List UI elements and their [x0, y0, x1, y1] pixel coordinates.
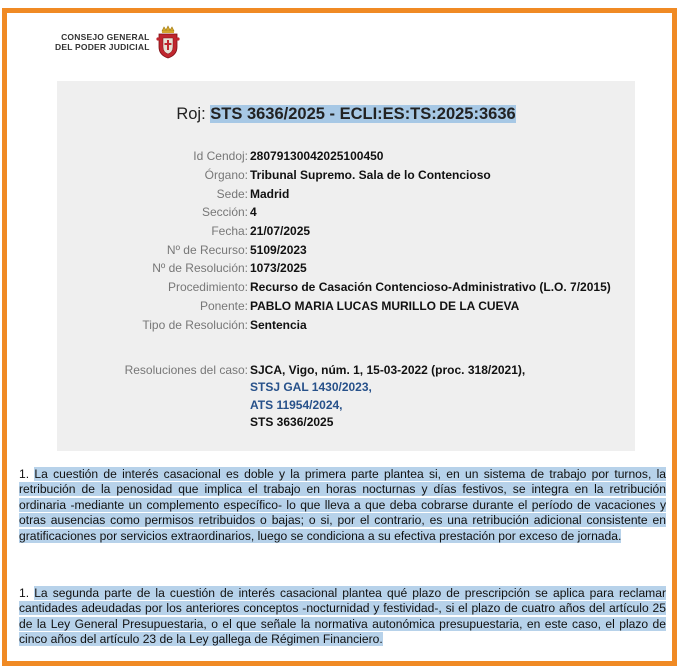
crest-logo-icon: [155, 25, 181, 59]
field-row: [57, 278, 635, 297]
roj-value: STS 3636/2025 - ECLI:ES:TS:2025:3636: [210, 105, 516, 123]
field-label: Id Cendoj:: [193, 149, 248, 164]
field-value: Recurso de Casación Contencioso-Administrativo (L.O. 7/2015): [250, 280, 611, 295]
document-frame: [2, 8, 677, 666]
resolucion-row: [57, 379, 635, 397]
metadata-list: [57, 147, 635, 334]
field-value: 5109/2023: [250, 242, 307, 257]
field-row: [57, 203, 635, 222]
header: [55, 25, 181, 59]
roj-label: Roj:: [176, 105, 206, 123]
field-value: Madrid: [250, 186, 290, 201]
resolucion-link[interactable]: STSJ GAL 1430/2023,: [250, 380, 372, 395]
body-paragraph-1: [19, 467, 666, 544]
field-row: [57, 166, 635, 185]
resolucion-row: [57, 414, 635, 432]
field-value: Sentencia: [250, 317, 307, 332]
field-row: [57, 259, 635, 278]
document-metadata-panel: [57, 81, 635, 451]
field-row: [57, 222, 635, 241]
resolucion-row: [57, 396, 635, 414]
field-label: Ponente:: [199, 298, 248, 313]
resoluciones-label: Resoluciones del caso:: [124, 362, 248, 377]
org-name: [55, 32, 150, 52]
field-row: [57, 147, 635, 166]
paragraph-number: 1.: [19, 467, 35, 481]
paragraph-text: La segunda parte de la cuestión de interés casacional plantea qué plazo de prescripción se aplica para reclamar cantidades adeudadas por los anteriores conceptos -nocturnidad y festividad-, si el plazo de cuatro años del artículo 25 de la Ley General Presupuestaria, o el que señale la normativa autonómica presupuestaria, en este caso, el plazo de cinco años del artículo 23 de la Ley gallega de Régimen Financiero.: [19, 586, 666, 647]
resolucion-item: SJCA, Vigo, núm. 1, 15-03-2022 (proc. 318/2021),: [250, 362, 526, 377]
roj-heading: [57, 105, 635, 124]
field-value: 1073/2025: [250, 261, 307, 276]
field-label: Órgano:: [204, 168, 248, 183]
field-row: [57, 297, 635, 316]
resolucion-item: STS 3636/2025: [250, 415, 334, 430]
field-label: Sección:: [201, 205, 248, 220]
field-label: Tipo de Resolución:: [142, 317, 248, 332]
field-value: 21/07/2025: [250, 224, 311, 239]
field-value: 28079130042025100450: [250, 149, 384, 164]
resoluciones-list: [57, 361, 635, 431]
resolucion-link[interactable]: ATS 11954/2024,: [250, 397, 343, 412]
field-value: 4: [250, 205, 257, 220]
field-label: Sede:: [216, 186, 248, 201]
field-label: Nº de Recurso:: [166, 242, 248, 257]
field-row: [57, 184, 635, 203]
paragraph-number: 1.: [19, 586, 35, 600]
org-line-2: DEL PODER JUDICIAL: [55, 42, 150, 52]
field-value: Tribunal Supremo. Sala de lo Contencioso: [250, 168, 491, 183]
resolucion-row: [57, 361, 635, 379]
field-row: [57, 315, 635, 334]
field-label: Fecha:: [211, 224, 248, 239]
field-value: PABLO MARIA LUCAS MURILLO DE LA CUEVA: [250, 298, 520, 313]
field-label: Procedimiento:: [167, 280, 248, 295]
field-row: [57, 240, 635, 259]
paragraph-text: La cuestión de interés casacional es doble y la primera parte plantea si, en un sistema de trabajo por turnos, la retribución de la penosidad que implica el trabajo en horas nocturnas y días festivos, se integra en la retribución ordinaria -mediante un complemento específico- lo que lleva a que deba cobrarse durante el período de vacaciones y otras ausencias como permisos retribuidos o bajas; o si, por el contrario, es una retribución adicional consistente en gratificaciones por servicios extraordinarios, luego se condiciona a su efectiva prestación por exceso de jornada.: [19, 467, 666, 543]
field-label: Nº de Resolución:: [152, 261, 248, 276]
body-paragraph-2: [19, 586, 666, 648]
org-line-1: CONSEJO GENERAL: [61, 32, 150, 42]
